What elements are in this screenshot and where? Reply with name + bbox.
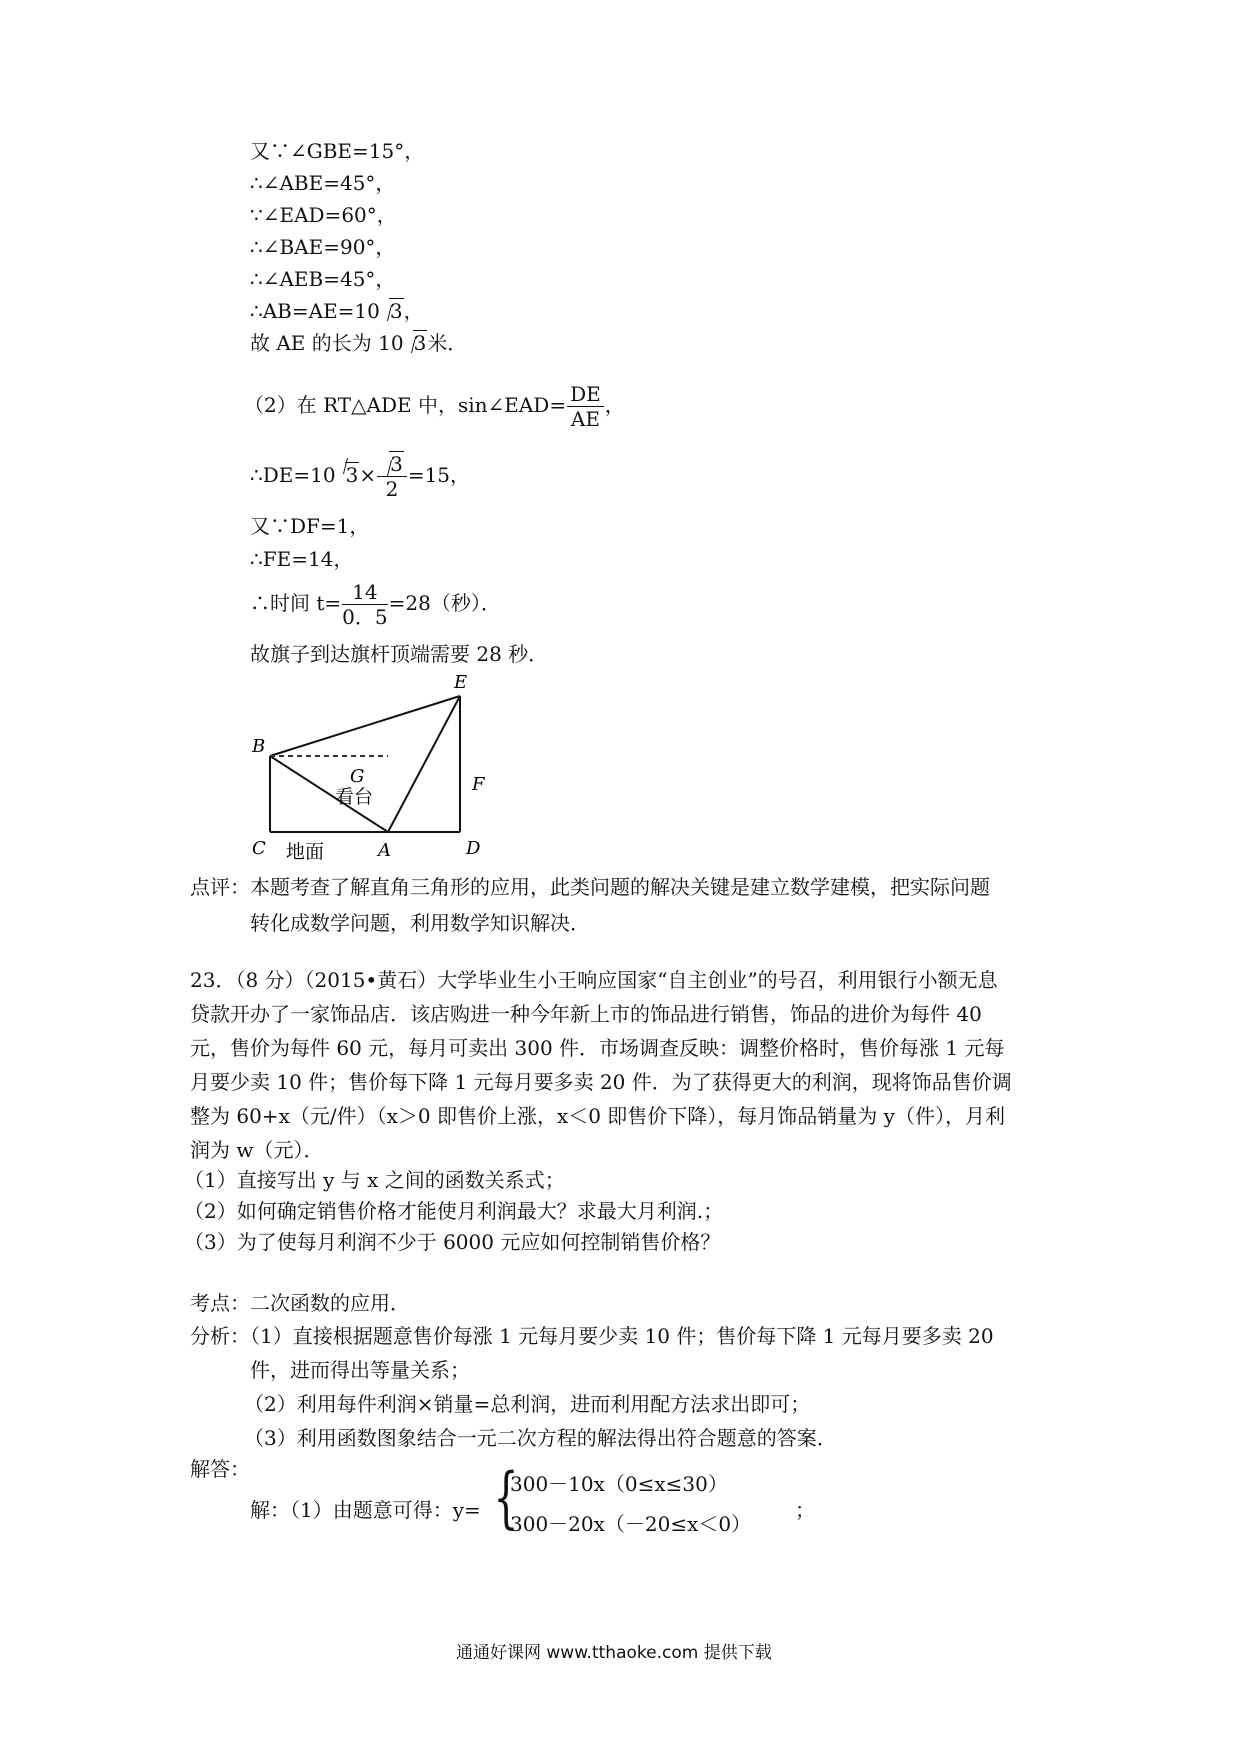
fenxi-line-3: （2）利用每件利润×销量=总利润，进而利用配方法求出即可； [244, 1392, 811, 1416]
fenxi-line-2: 件，进而得出等量关系； [250, 1358, 470, 1382]
segment-ea [388, 696, 460, 832]
comment-label: 点评： [190, 875, 250, 899]
label-a: A [378, 840, 391, 861]
q23-sub-2: （2）如何确定销售价格才能使月利润最大？求最大月利润.； [184, 1199, 724, 1223]
solution-line-1: 又∵∠GBE=15°， [250, 139, 425, 163]
fraction-14-05: $\frac{14}{0.5}$ [342, 580, 388, 629]
fraction-de-ae: $\frac{DE}{AE}$ [567, 382, 604, 431]
piecewise-case-1: 300－10x（0≤x≤30） [510, 1472, 728, 1496]
solution-part2-line [244, 380, 625, 431]
q23-sub-3: （3）为了使每月利润不少于 6000 元应如何控制销售价格？ [184, 1230, 721, 1254]
kaodian: 考点：二次函数的应用． [190, 1291, 410, 1315]
label-b: B [252, 736, 266, 757]
comment-line-2: 转化成数学问题，利用数学知识解决． [250, 911, 590, 935]
comment-text-1: 本题考查了解直角三角形的应用，此类问题的解决关键是建立数学建模，把实际问题 [250, 875, 990, 899]
page-footer: 通通好课网 www.tthaoke.com 提供下载 [456, 1643, 772, 1663]
solution-line-4: ∴∠BAE=90°， [250, 235, 396, 259]
solution-fe-line: ∴FE=14， [250, 547, 354, 571]
ae-prefix: 故 AE 的长为 10 [250, 331, 404, 355]
times-sign: × [359, 463, 377, 487]
label-g: G [350, 766, 365, 787]
label-f: F [472, 774, 485, 795]
sqrt-symbol: 3 [380, 452, 404, 476]
label-ground: 地面 [286, 841, 325, 863]
segment-be [270, 696, 460, 756]
q23-sub-1: （1）直接写出 y 与 x 之间的函数关系式； [184, 1168, 565, 1192]
fenxi-label: 分析： [190, 1324, 250, 1348]
sqrt-symbol: 3 [380, 297, 404, 325]
fenxi-text-1: （1）直接根据题意售价每涨 1 元每月要少卖 10 件；售价每下降 1 元每月要多卖 20 [250, 1324, 994, 1348]
solution-line-5: ∴∠AEB=45°， [250, 267, 396, 291]
q23-line-6: 润为 w（元）． [190, 1138, 324, 1162]
q23-line-5: 整为 60+x（元/件）（x＞0 即售价上涨，x＜0 即售价下降），每月饰品销量为 y（件），月利 [190, 1104, 1005, 1128]
solution-ae-line [250, 329, 467, 357]
q23-line-1: 23．（8 分）（2015•黄石）大学毕业生小王响应国家“自主创业”的号召，利用银行小额无息 [190, 968, 998, 992]
comment-line-1 [190, 873, 990, 901]
label-d: D [466, 838, 481, 859]
time-prefix: ∴时间 t= [250, 591, 342, 615]
solution-time-line [250, 578, 501, 629]
jie-prefix: 解：（1）由题意可得：y= [250, 1498, 481, 1522]
left-brace: { [493, 1459, 519, 1536]
solution-line-2: ∴∠ABE=45°， [250, 171, 396, 195]
part2-suffix: ， [604, 393, 625, 417]
fenxi-line-4: （3）利用函数图象结合一元二次方程的解法得出符合题意的答案． [244, 1426, 837, 1450]
q23-line-4: 月要少卖 10 件；售价每下降 1 元每月要多卖 20 件．为了获得更大的利润，现将饰品售价调 [190, 1070, 1012, 1094]
time-suffix: =28（秒）． [388, 591, 501, 615]
ab-prefix: ∴AB=AE=10 [250, 299, 380, 323]
q23-line-2: 贷款开办了一家饰品店．该店购进一种今年新上市的饰品进行销售，饰品的进价为每件 40 [190, 1002, 982, 1026]
ae-suffix: 米． [427, 331, 468, 355]
jieda-label: 解答： [190, 1457, 250, 1481]
part2-prefix: （2）在 RT△ADE 中，sin∠EAD= [244, 393, 567, 417]
solution-conclusion: 故旗子到达旗杆顶端需要 28 秒． [250, 642, 549, 666]
ab-suffix: ， [403, 299, 424, 323]
de-prefix: ∴DE=10 [250, 463, 336, 487]
de-suffix: =15， [407, 463, 471, 487]
solution-de-line [250, 450, 470, 501]
sqrt-symbol: 3 [404, 329, 428, 357]
label-e: E [454, 672, 468, 693]
label-c: C [252, 838, 266, 859]
jie-suffix: ； [795, 1498, 815, 1522]
sqrt-symbol: 3 [336, 450, 360, 500]
q23-line-3: 元，售价为每件 60 元，每月可卖出 300 件．市场调查反映：调整价格时，售价每涨 1 元每 [190, 1036, 1005, 1060]
label-stand: 看台 [335, 786, 374, 808]
solution-ab-line [250, 297, 424, 325]
solution-df-line: 又∵DF=1， [250, 514, 370, 538]
fenxi-line-1 [190, 1322, 994, 1350]
fraction-sqrt3-2: $\frac{3}{2}$ [377, 452, 407, 501]
solution-line-3: ∵∠EAD=60°， [250, 203, 397, 227]
piecewise-case-2: 300－20x（－20≤x＜0） [510, 1512, 752, 1536]
geometry-figure [240, 670, 500, 870]
